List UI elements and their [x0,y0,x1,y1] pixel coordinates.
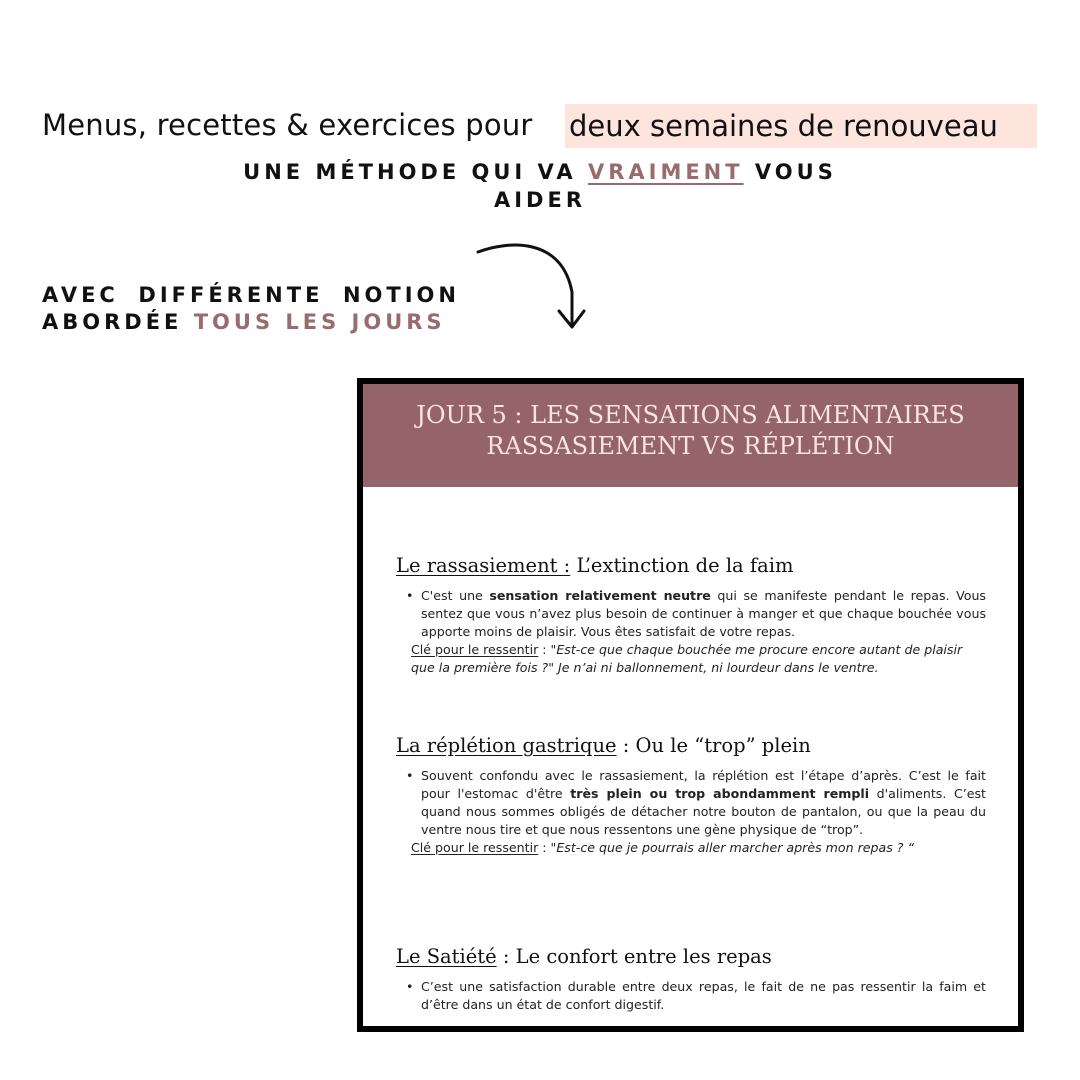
day-banner [363,384,1018,487]
notion-word-2: DIFFÉRENTE [138,283,324,307]
section-bullet: • C'est une sensation relativement neutre qui se manifeste pendant le repas. Vous sentez que vous n’avez plus besoin de continuer à manger et que chaque bouchée vous apporte moins de plaisir. Vous êtes satisfait de votre repas. [406,588,986,639]
key-to-feel: Clé pour le ressentir : "Est-ce que je pourrais aller marcher après mon repas ? “ [411,840,915,855]
notion-word-3: NOTION [342,283,460,307]
section-title: Le Satiété : Le confort entre les repas [396,945,772,968]
notion-accent: TOUS LES JOURS [193,310,446,334]
banner-line-1: JOUR 5 : LES SENSATIONS ALIMENTAIRES [416,401,965,429]
subtitle-line2: AIDER [493,188,586,212]
curved-arrow-icon [470,238,600,338]
subtitle-part1: UNE MÉTHODE QUI VA [243,160,588,184]
subtitle-accent: VRAIMENT [587,160,744,184]
section-bullet: • Souvent confondu avec le rassasiement, la réplétion est l’étape d’après. C’est le fait pour l'estomac d'être très plein ou trop abondamment rempli d'aliments. C’est quand nous sommes obligés de détacher notre bouton de pantalon, ou que la peau du ventre nous tire et que nous ressentons une gène physique de “trop”. [406,768,986,837]
headline [0,104,1080,148]
section-title: La réplétion gastrique : Ou le “trop” plein [396,734,811,757]
document-preview [357,378,1024,1032]
headline-highlight: deux semaines de renouveau [565,104,1037,148]
banner-line-2: RASSASIEMENT VS RÉPLÉTION [486,432,895,460]
section-satiete [396,945,986,1014]
section-bullet: • C’est une satisfaction durable entre deux repas, le fait de ne pas ressentir la faim et d’être dans un état de confort digestif. [406,979,986,1012]
notion-caption [42,282,482,336]
notion-line2: ABORDÉE [42,310,194,334]
section-rassasiement [396,554,986,677]
section-repletion [396,734,986,857]
headline-text: Menus, recettes & exercices pour [42,108,533,142]
subtitle [220,158,860,214]
key-to-feel: Clé pour le ressentir : "Est-ce que chaque bouchée me procure encore autant de plaisir que la première fois ?" Je n’ai ni ballonnement, ni lourdeur dans le ventre. [411,642,963,675]
subtitle-part2: VOUS [743,160,837,184]
notion-word-1: AVEC [42,283,119,307]
section-title: Le rassasiement : L’extinction de la faim [396,554,794,577]
